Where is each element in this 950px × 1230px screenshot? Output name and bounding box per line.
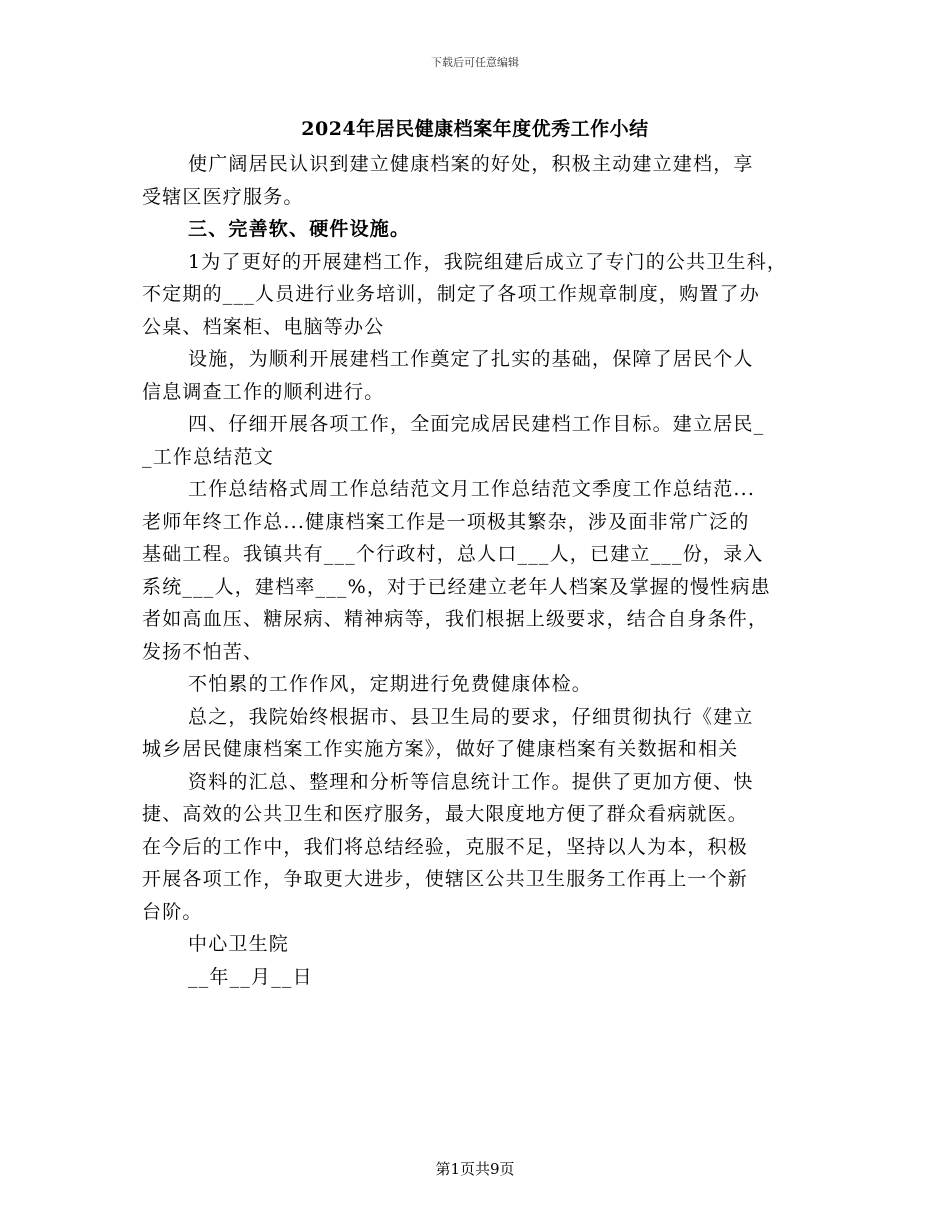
page-footer: 第1页共9页 [435, 1160, 515, 1178]
paragraph-line: 不怕累的工作作风，定期进行免费健康体检。 [188, 673, 593, 695]
paragraph-line: 资料的汇总、整理和分析等信息统计工作。提供了更加方便、快 [188, 770, 754, 793]
paragraph-line: 工作总结格式周工作总结范文月工作总结范文季度工作总结范... [188, 478, 756, 500]
paragraph-line: 使广阔居民认识到建立健康档案的好处，积极主动建立建档，享 [188, 153, 754, 175]
paragraph-line: 公桌、档案柜、电脑等办公 [142, 315, 385, 338]
header-note: 下载后可任意编辑 [431, 56, 519, 69]
paragraph-line: 四、仔细开展各项工作，全面完成居民建档工作目标。建立居民_ [188, 413, 765, 435]
document-title: 2024年居民健康档案年度优秀工作小结 [301, 118, 649, 140]
paragraph-line: 在今后的工作中，我们将总结经验，克服不足，坚持以人为本，积极 [142, 835, 749, 858]
paragraph-line: 不定期的___人员进行业务培训，制定了各项工作规章制度，购置了办 [142, 283, 760, 305]
paragraph-line: 台阶。 [142, 900, 203, 923]
paragraph-line: 者如高血压、糖尿病、精神病等，我们根据上级要求，结合自身条件， [142, 608, 769, 630]
paragraph-line: 系统___人，建档率___%，对于已经建立老年人档案及掌握的慢性病患 [142, 575, 771, 598]
paragraph-line: 捷、高效的公共卫生和医疗服务，最大限度地方便了群众看病就医。 [142, 803, 749, 825]
paragraph-line: 基础工程。我镇共有___个行政村，总人口___人，已建立___份，录入 [142, 543, 764, 565]
paragraph-line: 中心卫生院 [188, 933, 290, 955]
paragraph-line: 1为了更好的开展建档工作，我院组建后成立了专门的公共卫生科， [188, 250, 788, 273]
paragraph-line: 开展各项工作，争取更大进步，使辖区公共卫生服务工作再上一个新 [142, 868, 749, 890]
paragraph-line: __年__月__日 [188, 965, 313, 988]
paragraph-line: 发扬不怕苦、 [142, 640, 264, 663]
paragraph-line: _工作总结范文 [142, 445, 274, 468]
paragraph-line: 受辖区医疗服务。 [142, 185, 304, 208]
paragraph-line: 设施，为顺利开展建档工作奠定了扎实的基础，保障了居民个人 [188, 348, 754, 370]
paragraph-line: 城乡居民健康档案工作实施方案》，做好了健康档案有关数据和相关 [142, 738, 739, 760]
paragraph-line: 老师年终工作总...健康档案工作是一项极其繁杂，涉及面非常广泛的 [142, 510, 750, 533]
paragraph-line: 信息调查工作的顺利进行。 [142, 380, 385, 403]
section-heading: 三、完善软、硬件设施。 [188, 218, 411, 240]
document-body [142, 148, 808, 993]
paragraph-line: 总之，我院始终根据市、县卫生局的要求，仔细贯彻执行《建立 [188, 705, 754, 728]
